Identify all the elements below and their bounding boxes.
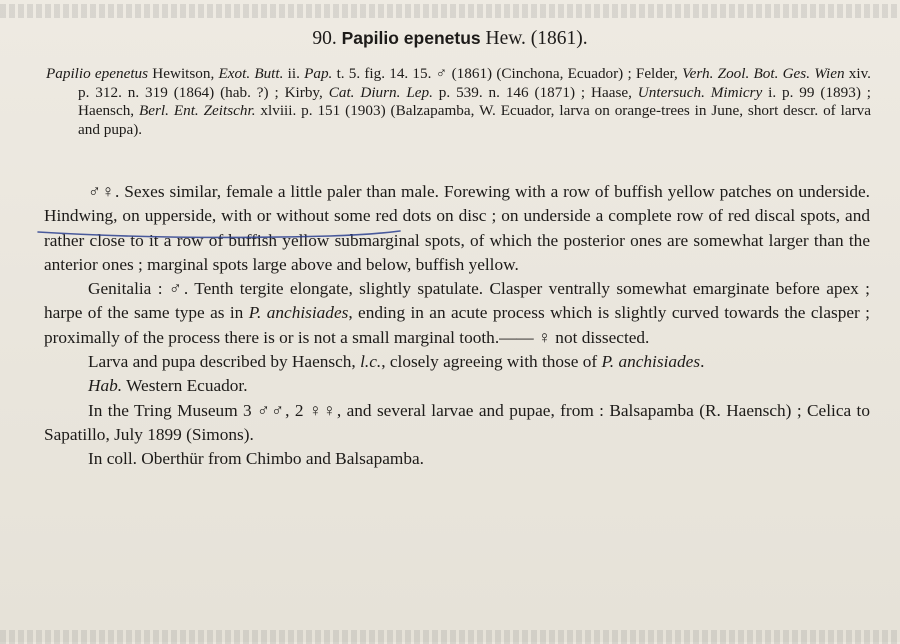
syn-ref-4: i. p. 99 (1893) ; Haensch,: [78, 83, 871, 120]
syn-ref-2: xiv. p. 312. n. 319 (1864) (hab. ?) ; Kirby,: [78, 65, 871, 101]
species-author: Hew. (1861).: [485, 28, 588, 49]
syn-author: Hewitson,: [148, 65, 219, 82]
larva-text-a: Larva and pupa described by Haensch,: [88, 352, 361, 372]
bleed-through-top: [0, 4, 900, 18]
paragraph-larva: [44, 350, 870, 374]
species-name: Papilio epenetus: [341, 28, 481, 48]
syn-journal-2: Verh. Zool. Bot. Ges. Wien: [682, 65, 845, 82]
species-number: 90.: [312, 28, 337, 49]
hab-text: Western Ecuador.: [122, 376, 248, 396]
larva-text-c: .: [700, 352, 705, 372]
syn-journal-4: Untersuch. Mimicry: [637, 83, 763, 101]
paragraph-tring: In the Tring Museum 3 ♂♂, 2 ♀♀, and several larvae and pupae, from : Balsapamba (R. Haensch) ; Celica to Sapatillo, July 1899 (Simons).: [44, 400, 870, 444]
synonymy-block: [46, 65, 871, 139]
genitalia-text-a: Genitalia : ♂. Tenth tergite elongate, slightly spatulate. Clasper ventrally somewhat emarginate before apex ; harpe of the same type as in: [44, 279, 870, 323]
paragraph-genitalia: [44, 277, 870, 350]
syn-pap: Pap.: [304, 65, 333, 82]
syn-journal-3: Cat. Diurn. Lep.: [328, 83, 433, 101]
genitalia-taxon: P. anchisiades: [248, 303, 349, 323]
paragraph-sexes: ♂♀. Sexes similar, female a little paler than male. Forewing with a row of buffish yellow patches on underside. Hindwing, on upperside, with or without some red dots on disc ; on underside a complete row of red discal spots, and rather close to it a row of buffish yellow submarginal spots, of which the posterior ones are somewhat larger than the anterior ones ; marginal spots large above and below, buffish yellow.: [44, 182, 870, 274]
syn-ref-3: p. 539. n. 146 (1871) ; Haase,: [432, 83, 638, 101]
larva-lc: l.c.: [360, 352, 382, 372]
syn-ref-1b: t. 5. fig. 14. 15. ♂ (1861) (Cinchona, Ecuador) ; Felder,: [332, 65, 683, 82]
species-heading: [0, 28, 900, 50]
larva-taxon: P. anchisiades: [601, 352, 701, 372]
syn-journal-5: Berl. Ent. Zeitschr.: [138, 102, 256, 120]
syn-ref-1: ii.: [283, 65, 305, 82]
larva-text-b: , closely agreeing with those of: [381, 352, 602, 372]
paragraph-oberthur: In coll. Oberthür from Chimbo and Balsapamba.: [88, 449, 424, 469]
paragraph-habitat: [44, 374, 870, 398]
syn-journal-1: Exot. Butt.: [218, 65, 284, 82]
syn-ref-5: xlviii. p. 151 (1903) (Balzapamba, W. Ecuador, larva on orange-trees in June, short descr. of larva and pupa).: [78, 102, 871, 138]
description-body: [44, 180, 870, 472]
genitalia-text-b: , ending in an acute process which is slightly curved towards the clasper ; proximally of the process there is or is not a small marginal tooth.—— ♀ not dissected.: [44, 303, 870, 347]
hab-label: Hab.: [88, 376, 123, 396]
syn-name: Papilio epenetus: [46, 65, 149, 82]
